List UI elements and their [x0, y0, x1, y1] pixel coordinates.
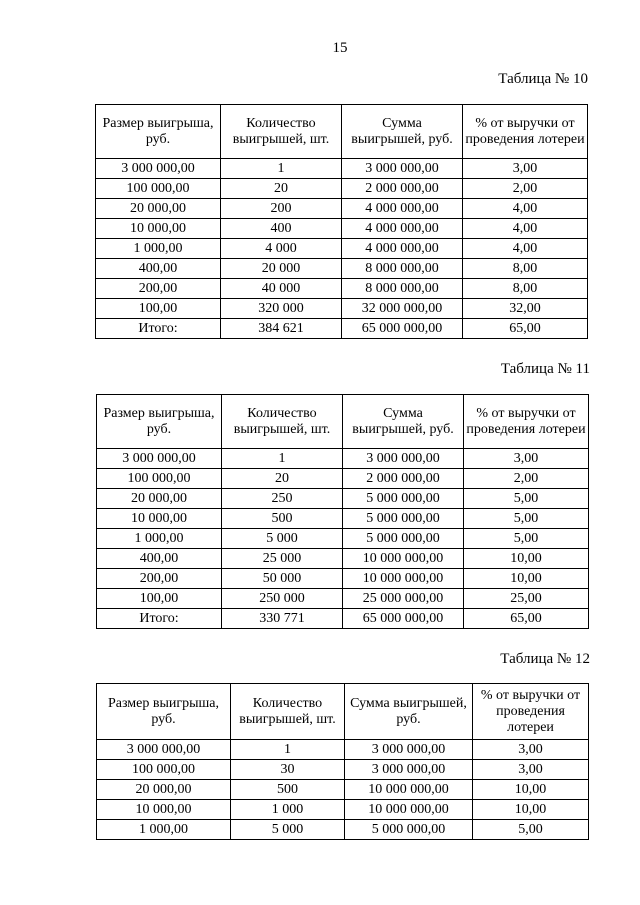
- cell-total-label: Итого:: [96, 319, 221, 339]
- cell-total-count: 330 771: [222, 609, 343, 629]
- cell-prize-count: 4 000: [221, 239, 342, 259]
- header-revenue-percent: % от выручки от проведения лотереи: [464, 395, 589, 449]
- cell-revenue-percent: 25,00: [464, 589, 589, 609]
- table-row: [97, 509, 589, 529]
- cell-revenue-percent: 32,00: [463, 299, 588, 319]
- table-row: [96, 299, 588, 319]
- cell-prize-sum: 3 000 000,00: [342, 159, 463, 179]
- cell-prize-sum: 4 000 000,00: [342, 219, 463, 239]
- cell-prize-size: 100,00: [96, 299, 221, 319]
- cell-prize-size: 3 000 000,00: [96, 159, 221, 179]
- cell-prize-size: 3 000 000,00: [97, 740, 231, 760]
- cell-prize-sum: 5 000 000,00: [343, 489, 464, 509]
- table-row: [97, 740, 589, 760]
- cell-revenue-percent: 2,00: [463, 179, 588, 199]
- table-total-row: [97, 609, 589, 629]
- table-row: [97, 529, 589, 549]
- cell-prize-size: 100 000,00: [97, 469, 222, 489]
- cell-prize-sum: 4 000 000,00: [342, 199, 463, 219]
- cell-prize-sum: 4 000 000,00: [342, 239, 463, 259]
- table-row: [97, 589, 589, 609]
- cell-revenue-percent: 8,00: [463, 279, 588, 299]
- cell-prize-sum: 5 000 000,00: [343, 509, 464, 529]
- header-prize-size: Размер выигрыша, руб.: [97, 395, 222, 449]
- table-row: [96, 159, 588, 179]
- cell-total-sum: 65 000 000,00: [343, 609, 464, 629]
- cell-prize-sum: 10 000 000,00: [343, 569, 464, 589]
- cell-prize-sum: 5 000 000,00: [343, 529, 464, 549]
- table-total-row: [96, 319, 588, 339]
- prize-table-11: [96, 394, 589, 629]
- header-prize-count: Количество выигрышей, шт.: [222, 395, 343, 449]
- cell-prize-count: 5 000: [222, 529, 343, 549]
- cell-prize-sum: 5 000 000,00: [345, 820, 473, 840]
- table-row: [97, 780, 589, 800]
- table-row: [96, 179, 588, 199]
- cell-prize-size: 1 000,00: [96, 239, 221, 259]
- cell-prize-size: 20 000,00: [97, 780, 231, 800]
- header-prize-count: Количество выигрышей, шт.: [231, 684, 345, 740]
- cell-prize-sum: 10 000 000,00: [345, 780, 473, 800]
- table-row: [96, 259, 588, 279]
- cell-prize-count: 1: [221, 159, 342, 179]
- cell-prize-sum: 25 000 000,00: [343, 589, 464, 609]
- cell-revenue-percent: 2,00: [464, 469, 589, 489]
- cell-prize-sum: 10 000 000,00: [343, 549, 464, 569]
- header-prize-sum: Сумма выигрышей, руб.: [342, 105, 463, 159]
- cell-revenue-percent: 5,00: [464, 489, 589, 509]
- cell-prize-count: 40 000: [221, 279, 342, 299]
- table-row: [96, 239, 588, 259]
- cell-revenue-percent: 10,00: [473, 800, 589, 820]
- cell-prize-count: 30: [231, 760, 345, 780]
- table-11-caption: Таблица № 11: [500, 361, 590, 377]
- cell-total-percent: 65,00: [463, 319, 588, 339]
- cell-total-count: 384 621: [221, 319, 342, 339]
- cell-prize-count: 200: [221, 199, 342, 219]
- cell-prize-sum: 8 000 000,00: [342, 279, 463, 299]
- cell-prize-size: 400,00: [97, 549, 222, 569]
- cell-total-percent: 65,00: [464, 609, 589, 629]
- table-10-caption: Таблица № 10: [498, 71, 588, 87]
- header-prize-size: Размер выигрыша, руб.: [96, 105, 221, 159]
- table-row: [97, 800, 589, 820]
- cell-revenue-percent: 4,00: [463, 199, 588, 219]
- cell-revenue-percent: 3,00: [473, 740, 589, 760]
- cell-revenue-percent: 10,00: [464, 549, 589, 569]
- cell-prize-count: 20 000: [221, 259, 342, 279]
- cell-prize-sum: 3 000 000,00: [345, 740, 473, 760]
- cell-prize-size: 10 000,00: [96, 219, 221, 239]
- header-prize-count: Количество выигрышей, шт.: [221, 105, 342, 159]
- table-row: [96, 219, 588, 239]
- header-prize-sum: Сумма выигрышей, руб.: [343, 395, 464, 449]
- cell-total-label: Итого:: [97, 609, 222, 629]
- cell-revenue-percent: 10,00: [473, 780, 589, 800]
- cell-prize-sum: 2 000 000,00: [343, 469, 464, 489]
- table-header-row: [96, 105, 588, 159]
- cell-prize-count: 1: [222, 449, 343, 469]
- header-prize-sum: Сумма выигрышей, руб.: [345, 684, 473, 740]
- table-row: [96, 279, 588, 299]
- cell-revenue-percent: 10,00: [464, 569, 589, 589]
- cell-revenue-percent: 5,00: [464, 509, 589, 529]
- cell-revenue-percent: 3,00: [464, 449, 589, 469]
- cell-revenue-percent: 4,00: [463, 219, 588, 239]
- cell-revenue-percent: 4,00: [463, 239, 588, 259]
- cell-prize-size: 200,00: [97, 569, 222, 589]
- cell-revenue-percent: 8,00: [463, 259, 588, 279]
- cell-prize-count: 25 000: [222, 549, 343, 569]
- cell-prize-count: 1: [231, 740, 345, 760]
- prize-table-10: [95, 104, 588, 339]
- table-row: [97, 469, 589, 489]
- table-12-caption: Таблица № 12: [500, 651, 590, 667]
- cell-prize-size: 3 000 000,00: [97, 449, 222, 469]
- cell-revenue-percent: 3,00: [473, 760, 589, 780]
- cell-prize-sum: 8 000 000,00: [342, 259, 463, 279]
- cell-prize-sum: 10 000 000,00: [345, 800, 473, 820]
- cell-revenue-percent: 5,00: [473, 820, 589, 840]
- table-row: [97, 449, 589, 469]
- cell-prize-size: 1 000,00: [97, 820, 231, 840]
- cell-prize-sum: 3 000 000,00: [343, 449, 464, 469]
- header-prize-size: Размер выигрыша, руб.: [97, 684, 231, 740]
- cell-prize-sum: 3 000 000,00: [345, 760, 473, 780]
- prize-table-12: [96, 683, 589, 840]
- cell-prize-count: 20: [221, 179, 342, 199]
- cell-prize-count: 250: [222, 489, 343, 509]
- cell-prize-size: 10 000,00: [97, 509, 222, 529]
- cell-prize-size: 100 000,00: [96, 179, 221, 199]
- table-row: [97, 549, 589, 569]
- cell-prize-size: 1 000,00: [97, 529, 222, 549]
- table-row: [97, 489, 589, 509]
- cell-prize-count: 50 000: [222, 569, 343, 589]
- cell-prize-size: 20 000,00: [97, 489, 222, 509]
- cell-prize-size: 200,00: [96, 279, 221, 299]
- cell-revenue-percent: 5,00: [464, 529, 589, 549]
- table-row: [97, 760, 589, 780]
- page-number: 15: [332, 40, 348, 56]
- cell-prize-sum: 32 000 000,00: [342, 299, 463, 319]
- table-row: [97, 820, 589, 840]
- cell-prize-count: 320 000: [221, 299, 342, 319]
- header-revenue-percent: % от выручки от проведения лотереи: [473, 684, 589, 740]
- table-header-row: [97, 395, 589, 449]
- header-revenue-percent: % от выручки от проведения лотереи: [463, 105, 588, 159]
- cell-prize-count: 250 000: [222, 589, 343, 609]
- cell-total-sum: 65 000 000,00: [342, 319, 463, 339]
- cell-prize-size: 400,00: [96, 259, 221, 279]
- cell-prize-count: 1 000: [231, 800, 345, 820]
- table-header-row: [97, 684, 589, 740]
- table-row: [96, 199, 588, 219]
- cell-prize-sum: 2 000 000,00: [342, 179, 463, 199]
- cell-prize-count: 500: [222, 509, 343, 529]
- cell-revenue-percent: 3,00: [463, 159, 588, 179]
- cell-prize-size: 10 000,00: [97, 800, 231, 820]
- cell-prize-size: 100 000,00: [97, 760, 231, 780]
- cell-prize-size: 100,00: [97, 589, 222, 609]
- cell-prize-size: 20 000,00: [96, 199, 221, 219]
- cell-prize-count: 500: [231, 780, 345, 800]
- table-row: [97, 569, 589, 589]
- cell-prize-count: 400: [221, 219, 342, 239]
- cell-prize-count: 5 000: [231, 820, 345, 840]
- cell-prize-count: 20: [222, 469, 343, 489]
